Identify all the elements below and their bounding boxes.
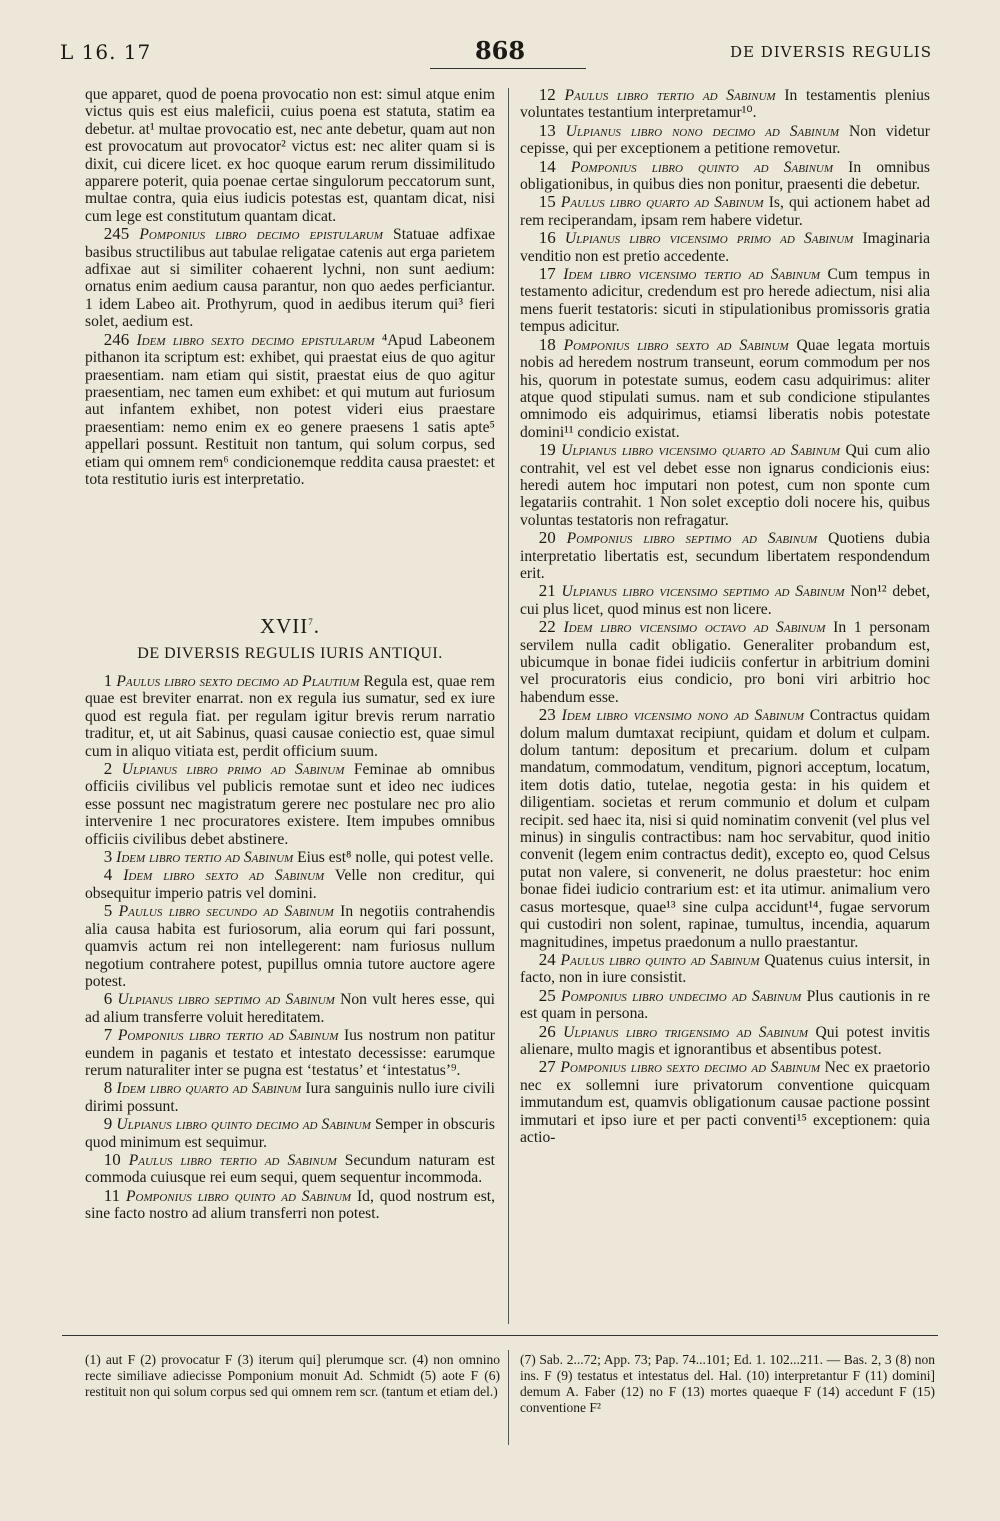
fragment-8: 8 Idem libro quarto ad Sabinum Iura sanguinis nullo iure civili dirimi possunt. xyxy=(85,1078,495,1115)
footnotes-left: (1) aut F (2) provocatur F (3) iterum qui] plerumque scr. (4) non omnino recte similiave adiecisse Pomponium monuit Ad. Schmidt (5) aote F (6) restituit non qui solum corpus sed qui omnem rem scr. (tantum et etiam del.) xyxy=(85,1352,500,1399)
fragment-24: 24 Paulus libro quinto ad Sabinum Quatenus cuius intersit, in facto, non in iure consistit. xyxy=(520,949,930,987)
running-header xyxy=(0,36,1000,70)
left-column xyxy=(85,86,495,488)
fragment-27: 27 Pomponius libro sexto decimo ad Sabinum Nec ex praetorio nec ex sollemni iure privatorum conventione quicquam immutandum est, quamvis obligationum causae pactione possint immutari et ipso iure et per pacti conventi¹⁵ exceptionem: quia actio- xyxy=(520,1057,930,1146)
paragraph-continuation: que apparet, quod de poena provocatio non est: simul atque enim victus quis est eius maleficii, cuius poena est statuta, statim ea debetur. at¹ multae provocatio est, nec ante debetur, quam aut non est provocatum aut provocator² victus est: nec aliter quam si is dixit, cui dicere licet. ex hoc quoque earum rerum dissimilitudo apparere poterit, quia poenae certae singulorum peccatorum sunt, multae contra, quia eius iudicis potestas est, quantam dicat, nisi cum lege est constitutum quantam dicat. xyxy=(85,86,495,225)
fragment-9: 9 Ulpianus libro quinto decimo ad Sabinum Semper in obscuris quod minimum est sequimur. xyxy=(85,1114,495,1151)
fragment-3: 3 Idem libro tertio ad Sabinum Eius est⁸ nolle, qui potest velle. xyxy=(103,847,494,867)
title-heading: DE DIVERSIS REGULIS IURIS ANTIQUI. xyxy=(137,645,443,662)
fragment-10: 10 Paulus libro tertio ad Sabinum Secundum naturam est commoda cuiusque rei eum sequi, quem sequentur incommoda. xyxy=(85,1149,495,1187)
fragment-2: 2 Ulpianus libro primo ad Sabinum Feminae ab omnibus officiis civilibus vel publicis remotae sunt et ideo nec iudices esse possunt nec magistratum gerere nec postulare nec pro alio intervenire 1 nec procuratores existere. Item impubes omnibus officiis civilibus debet abstinere. xyxy=(85,759,495,848)
fragment-245: 245 Pomponius libro decimo epistularum Statuae adfixae basibus structilibus aut tabulae religatae catenis aut erga parietem adfixae aut si similiter cohaerent lychni, non sunt aedium: ornatus enim aedium causa parantur, non quo aedes perficiantur. 1 idem Labeo ait. Prothyrum, quod in aedibus iterum qui³ fieri solet, aedium est. xyxy=(85,224,495,331)
header-lex-ref: L 16. 17 xyxy=(60,40,152,64)
fragment-246: 246 Idem libro sexto decimo epistularum ⁴Apud Labeonem pithanon ita scriptum est: exhibet, qui praestat eius de quo agitur praesentiam. nam etiam qui sistit, praestat eius de quo agitur praesentiam, nec tamen eum exhibet: et qui mutum aut furiosum aut infantem exhibet, non potest videri eius praestare praesentiam: nemo enim ex eo genere praesens 1 satis apte⁵ appellari possunt. Restituit non tantum, qui solum corpus, sed etiam qui omnem rem⁶ condicionemque reddita causa praestet: et tota restitutio iuris est interpretatio. xyxy=(85,329,495,488)
right-column xyxy=(520,86,930,1146)
fragment-20: 20 Pomponius libro septimo ad Sabinum Quotiens dubia interpretatio libertatis est, secundum libertatem respondendum erit. xyxy=(520,528,931,582)
fragment-17: 17 Idem libro vicensimo tertio ad Sabinum Cum tempus in testamento adicitur, credendum est pro herede adiectum, nisi alia mens fuerit testatoris: sicuti in stipulationibus promissoris gratia tempus adicitur. xyxy=(520,264,930,336)
footnote-rule xyxy=(62,1335,938,1336)
header-rule xyxy=(430,68,586,69)
fragment-12: 12 Paulus libro tertio ad Sabinum In testamentis plenius voluntates testantium interpretamur¹⁰. xyxy=(520,85,930,122)
fragment-1: 1 Paulus libro sexto decimo ad Plautium Regula est, quae rem quae est breviter enarrat. non ex regula ius sumatur, sed ex iure quod est regula fiat. per regulam igitur brevis rerum narratio traditur, et, ut ait Sabinus, quasi causae coniectio est, quae simul cum in aliquo vitiata est, perdit officium suum. xyxy=(85,671,495,760)
fragment-26: 26 Ulpianus libro trigensimo ad Sabinum Qui potest invitis alienare, multo magis et ignorantibus et absentibus potest. xyxy=(520,1021,930,1058)
fragment-11: 11 Pomponius libro quinto ad Sabinum Id, quod nostrum est, sine facto nostro ad alium transferri non potest. xyxy=(85,1185,495,1223)
fragment-6: 6 Ulpianus libro septimo ad Sabinum Non vult heres esse, qui ad alium transferre voluit hereditatem. xyxy=(85,989,496,1026)
fragment-16: 16 Ulpianus libro vicensimo primo ad Sabinum Imaginaria venditio non est pretio accedente. xyxy=(520,228,930,265)
fragment-4: 4 Idem libro sexto ad Sabinum Velle non creditur, qui obsequitur imperio patris vel domini. xyxy=(85,865,495,902)
fragment-25: 25 Pomponius libro undecimo ad Sabinum Plus cautionis in re est quam in persona. xyxy=(520,985,930,1023)
footnotes-right: (7) Sab. 2...72; App. 73; Pap. 74...101; Ed. 1. 102...211. — Bas. 2, 3 (8) non ins. F (9) testatus et intestatus del. Hal. (10) interpretantur F (11) domini] demum A. Faber (12) no F (13) mortes quaeque F (14) accedunt F (15) conventione F² xyxy=(520,1352,935,1415)
header-title: DE DIVERSIS REGULIS xyxy=(729,43,932,61)
fragment-19: 19 Ulpianus libro vicensimo quarto ad Sabinum Qui cum alio contrahit, vel est vel debet esse non ignarus condicionis eius: heredi autem hoc imputari non potest, cum non sponte cum legatariis contrahit. 1 Non solet exceptio doli nocere his, quibus voluntas testatoris non refragatur. xyxy=(520,440,930,529)
page-number: 868 xyxy=(474,36,526,65)
fragment-5: 5 Paulus libro secundo ad Sabinum In negotiis contrahendis alia causa habita est furiosorum, alia eorum qui fari possunt, quamvis actum rei non intellegerent: nam furiosus nullum negotium contrahere potest, pupillus omnia tutore auctore agere potest. xyxy=(85,901,495,990)
fragment-18: 18 Pomponius libro sexto ad Sabinum Quae legata mortuis nobis ad heredem nostrum transeunt, eorum commodum per nos his, quorum in potestate sumus, eodem casu adquirimus: aliter atque quod stipulati sumus. nam et sub condicione stipulantes omnimodo eis adquirimus, etiamsi liberatis nobis potestate domini¹¹ condicio existat. xyxy=(520,334,930,441)
fragment-22: 22 Idem libro vicensimo octavo ad Sabinum In 1 personam servilem nulla cadit obligatio. Generaliter probandum est, ubicumque in bonae fidei iudiciis confertur in arbitrium domini vel procuratoris eius condicio, pro boni viri arbitrio hoc habendum esse. xyxy=(520,617,930,706)
fragment-15: 15 Paulus libro quarto ad Sabinum Is, qui actionem habet ad rem reciperandam, ipsam rem habere videtur. xyxy=(520,192,931,229)
column-divider xyxy=(508,88,509,1324)
title-numeral: XVII$^7$. xyxy=(259,614,321,638)
fragment-21: 21 Ulpianus libro vicensimo septimo ad Sabinum Non¹² debet, cui plus licet, quod minus est non licere. xyxy=(520,581,931,618)
fragment-7: 7 Pomponius libro tertio ad Sabinum Ius nostrum non patitur eundem in paganis et testato et intestato decessisse: earumque rerum naturaliter inter se pugna est ‘testatus’ et ‘intestatus’⁹. xyxy=(85,1025,495,1079)
left-column-lower xyxy=(85,672,495,1223)
fragment-23: 23 Idem libro vicensimo nono ad Sabinum Contractus quidam dolum malum dumtaxat recipiunt, quidam et dolum et culpam. dolum tantum: depositum et precarium. dolum et culpam mandatum, commodatum, venditum, pignori acceptum, locatum, item dotis datio, tutelae, negotia gesta: in his quidem et diligentiam. societas et rerum communio et dolum et culpam recipit. sed haec ita, nisi si quid nominatim convenit (vel plus vel minus) in singulis contractibus: nam hoc servabitur, quod initio convenit (legem enim contractus dedit), excepto eo, quod Celsus putat non valere, si convenerit, ne dolus praestetur: hoc enim bonae fidei iudicio contrarium est: et ita utimur. animalium vero casus mortesque, quae¹³ sine culpa accidunt¹⁴, fugae servorum qui custodiri non solent, rapinae, tumultus, incendia, aquarum magnitudines, impetus praedonum a nullo praestantur. xyxy=(520,705,930,951)
footnote-divider xyxy=(508,1350,509,1445)
fragment-14: 14 Pomponius libro quinto ad Sabinum In omnibus obligationibus, in quibus dies non ponitur, praesenti die debetur. xyxy=(520,156,930,194)
fragment-13: 13 Ulpianus libro nono decimo ad Sabinum Non videtur cepisse, qui per exceptionem a petitione removetur. xyxy=(520,120,930,158)
